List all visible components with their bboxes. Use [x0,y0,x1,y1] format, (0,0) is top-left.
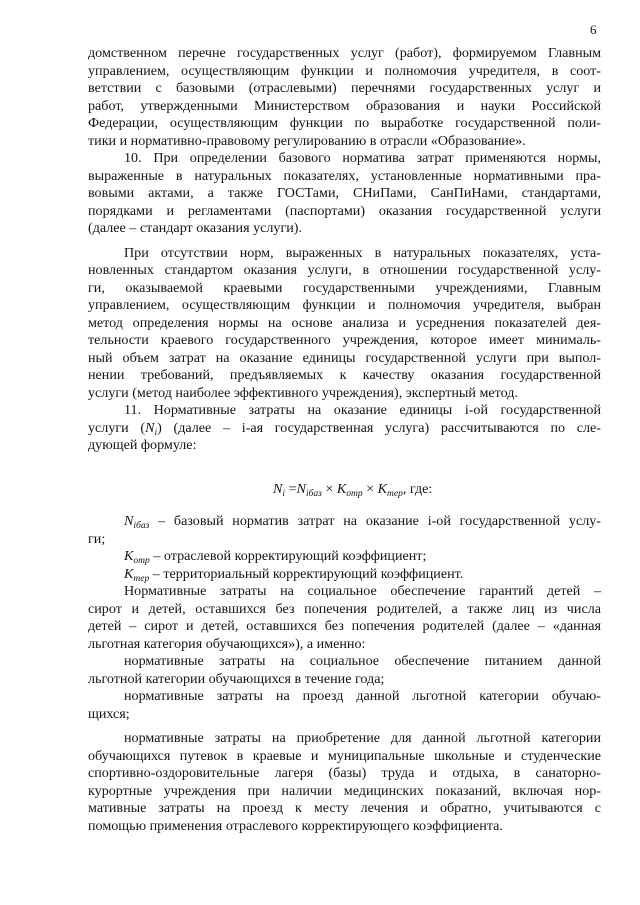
text-line: нении требований, предъявляемых к качеству оказания государственной [88,367,601,383]
text-line: льготной категории обучающихся в течение года; [88,670,385,687]
text-line: управлением, осуществляющим функции и полномочия учредителя, выбран [88,297,601,313]
formula-definitions [88,513,601,583]
text-line: щихся; [88,705,130,722]
text-line: мативные затраты на проезд к месту лечения и обратно, учитываются с [88,800,601,816]
text-line: ги, оказываемой краевыми государственными учреждениями, Главным [88,279,601,296]
paragraph-11 [88,402,601,455]
text-line: тельности краевого государственного учреждения, которое имеет минималь- [88,332,601,348]
paragraph-perechen [88,45,601,150]
text-line: льготная категория обучающихся»), а именно: [88,635,366,652]
formula: $N_i =N_{iбаз} \times K_{отр} \times K_{тер}$, где: [273,481,433,499]
definition-line: $N_{iбаз}$ – базовый норматив затрат на оказание i-ой государственной услу- [124,513,601,531]
paragraph-food [88,653,601,688]
text-line: 10. При определении базового норматива затрат применяются нормы, [124,150,601,166]
text-line: тики и нормативно-правовому регулированию в отрасли «Образование». [88,132,526,149]
text-line: вовыми актами, а также ГОСТами, СНиПами, СанПиНами, стандартами, [88,185,601,201]
definition-line: $K_{отр}$ – отраслевой корректирующий коэффициент; [124,548,427,566]
paragraph-social [88,583,601,653]
text-line: Нормативные затраты на социальное обеспечение гарантий детей – [124,583,601,599]
text-line: ветствии с базовыми (отраслевыми) перечнями государственных услуг и [88,80,601,96]
text-line: сирот и детей, оставшихся без попечения родителей, а также лиц из числа [88,600,601,617]
text-line: нормативные затраты на социальное обеспечение питанием данной [124,653,601,669]
text-line: порядками и регламентами (паспортами) оказания государственной услуги [88,202,601,219]
text-line: 11. Нормативные затраты на оказание единицы i-ой государственной [124,402,601,418]
document-body-continued [88,513,601,835]
definition-line: $K_{тер}$ – территориальный корректирующий коэффициент. [124,565,464,584]
text-line: нормативные затраты на проезд данной льготной категории обучаю- [124,688,601,704]
text-line: нормативные затраты на приобретение для данной льготной категории [124,730,601,746]
text-line: помощью применения отраслевого корректирующего коэффициента. [88,817,503,834]
text-line: При отсутствии норм, выраженных в натуральных показателях, уста- [124,244,601,261]
text-line: новленных стандартом оказания услуги, в отношении государственной услу- [88,262,601,278]
text-line: дующей формуле: [88,437,197,453]
text-line: метод определения нормы на основе анализа и усреднения показателей дея- [88,314,601,331]
paragraph-travel [88,688,601,723]
text-line: курортные учреждения при наличии медицинских показаний, включая нор- [88,782,601,799]
text-line: выраженные в натуральных показателях, установленные нормативными пра- [88,167,601,184]
text-line: управлением, осуществляющим функции и полномочия учредителя, в соот- [88,62,601,79]
paragraph-vouchers [88,730,601,835]
text-line: спортивно-оздоровительные лагеря (базы) труда и отдыха, в санаторно- [88,765,601,781]
page-number: 6 [590,22,597,37]
text-line: домственном перечне государственных услуг (работ), формируемом Главным [88,45,601,61]
paragraph-no-norms [88,245,601,403]
definition-line: ги; [88,530,106,547]
text-line: услуги (метод наиболее эффективного учреждения), экспертный метод. [88,384,518,401]
text-line: детей – сирот и детей, оставшихся без попечения родителей (далее – «данная [88,618,601,634]
text-line: обучающихся путевок в краевые и муниципальные школьные и студенческие [88,747,601,764]
paragraph-10 [88,150,601,238]
text-line: (далее – стандарт оказания услуги). [88,220,303,236]
text-line: услуги $(N_i)$ (далее – i-ая государственная услуга) рассчитываются по сле- [88,419,601,438]
text-line: работ, утвержденными Министерством образования и науки Российской [88,97,601,114]
text-line: Федерации, осуществляющим функции по выработке государственной поли- [88,115,601,131]
document-body [88,45,601,455]
text-line: ный объем затрат на оказание единицы государственной услуги при выпол- [88,349,601,366]
